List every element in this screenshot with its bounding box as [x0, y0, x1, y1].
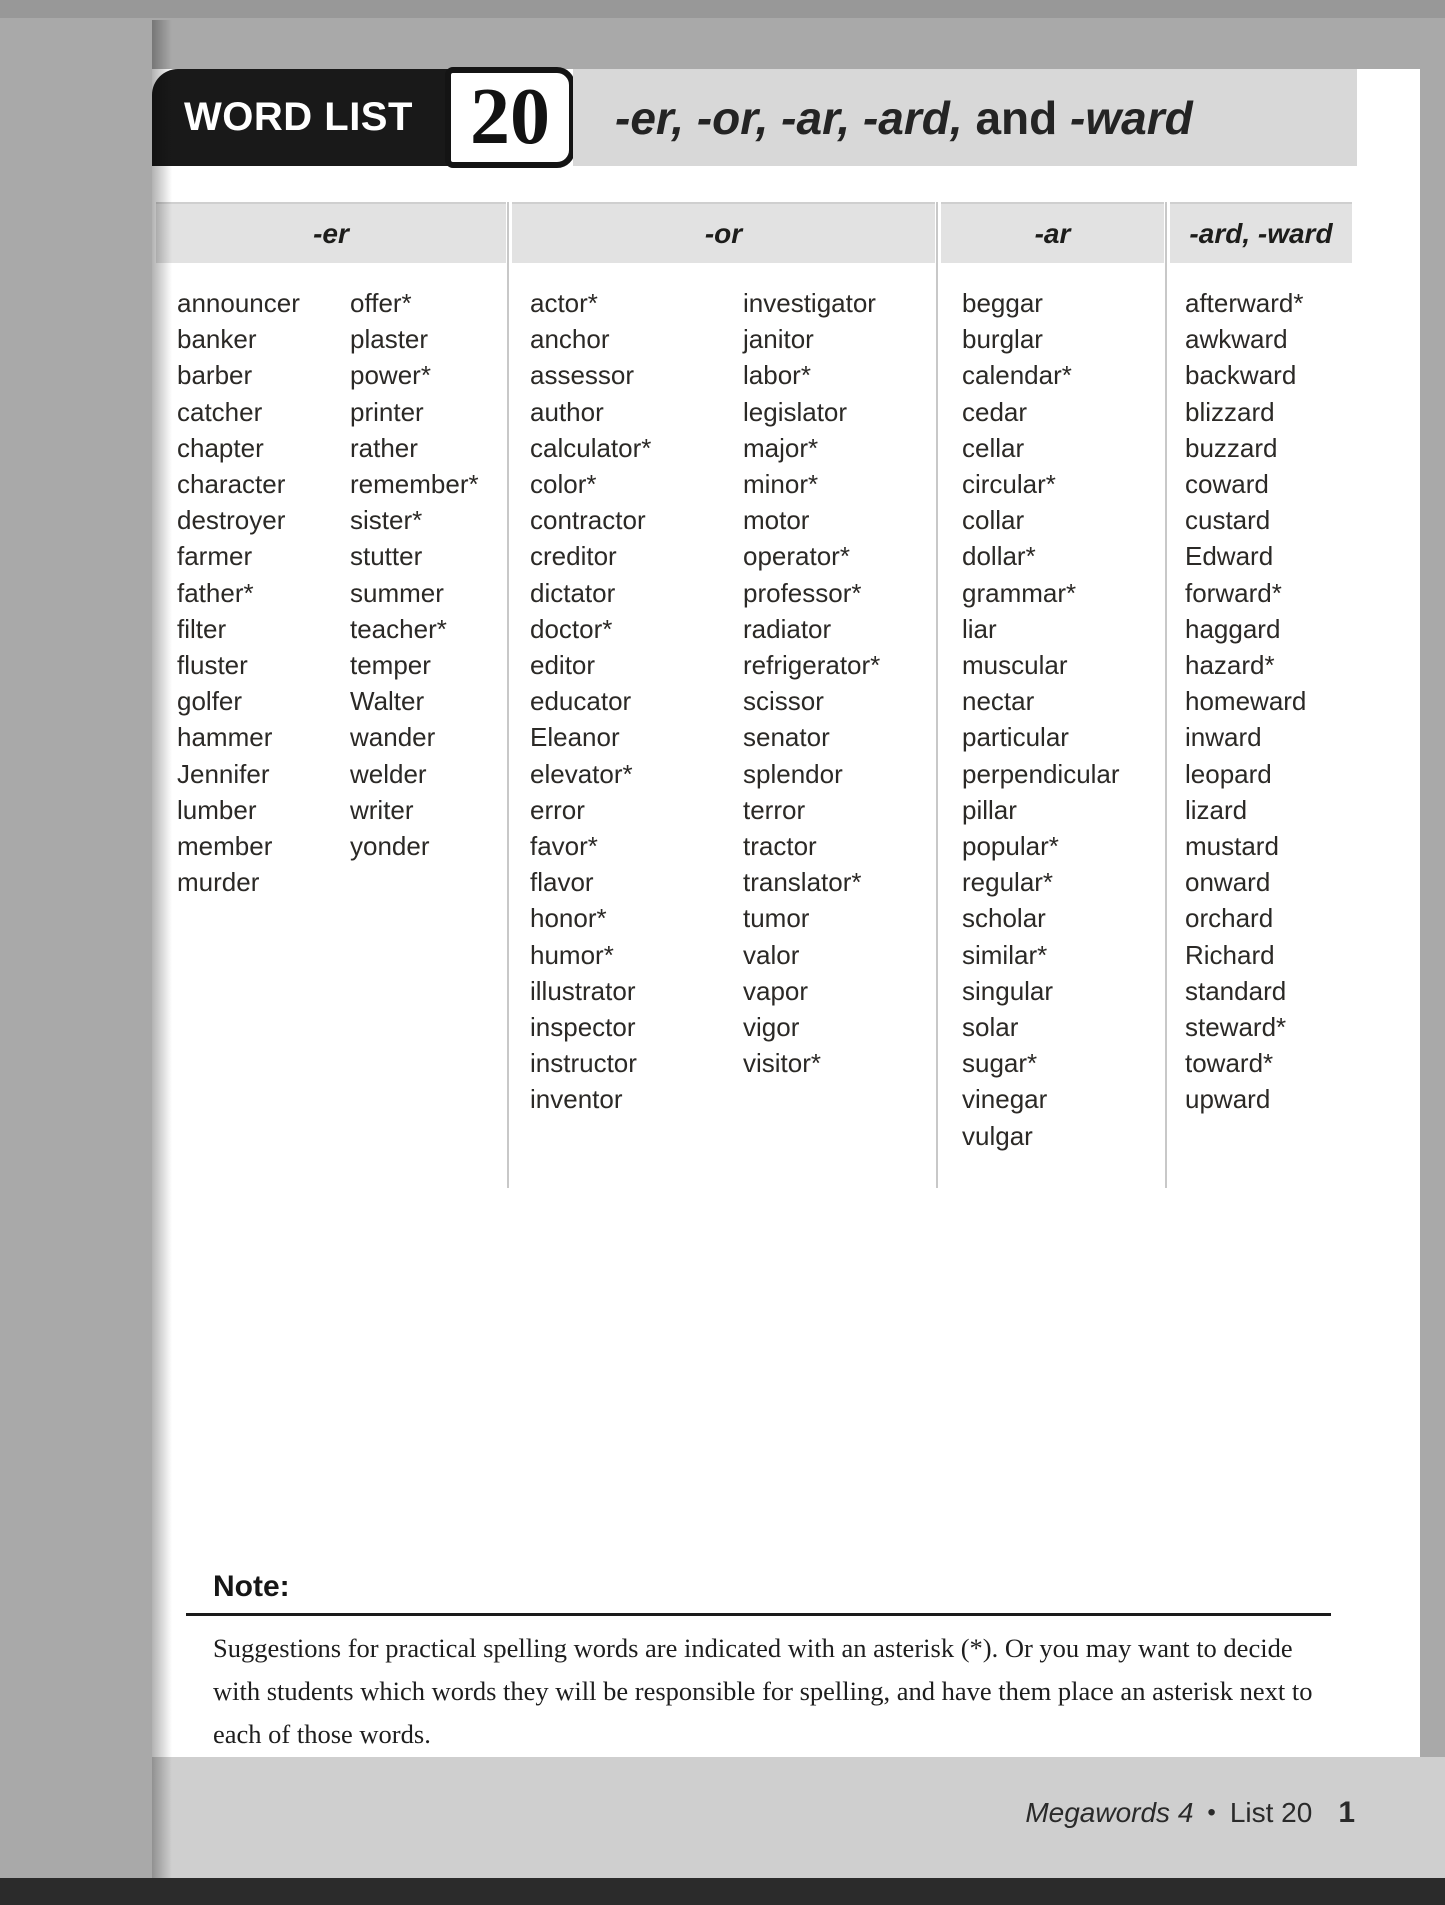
word-item: valor — [743, 939, 800, 970]
word-item: beggar — [962, 288, 1043, 318]
word-item: nectar — [962, 686, 1035, 717]
word-item: hammer — [177, 722, 273, 753]
word-item: rather — [350, 432, 418, 463]
word-item: pillar — [962, 794, 1017, 825]
word-item: farmer — [177, 541, 253, 572]
word-item: popular* — [962, 831, 1059, 862]
word-item: labor* — [743, 360, 811, 391]
word-item: Edward — [1185, 541, 1274, 572]
word-item: father* — [177, 577, 254, 608]
word-list-or-2 — [743, 285, 880, 1081]
word-item: scholar — [962, 903, 1046, 934]
word-item: actor* — [530, 288, 598, 318]
word-item: lizard — [1185, 794, 1248, 825]
word-item: honor* — [530, 903, 607, 934]
word-item: senator — [743, 722, 830, 753]
word-item: inspector — [530, 1012, 636, 1043]
word-list-ard-ward — [1185, 285, 1306, 1118]
word-item: operator* — [743, 541, 850, 572]
word-list-er-1 — [177, 285, 300, 900]
word-item: circular* — [962, 469, 1056, 500]
word-item: afterward* — [1185, 288, 1304, 318]
word-item: anchor — [530, 324, 610, 355]
scan-top-band — [0, 0, 1445, 18]
note-body: Suggestions for practical spelling words are indicated with an asterisk (*). Or you may want to decide with students which words they will be responsible for spelling, and have them place an asterisk next to each of those words. — [213, 1633, 1313, 1749]
word-item: mustard — [1185, 831, 1279, 862]
word-item: burglar — [962, 324, 1043, 355]
note-heading: Note: — [213, 1570, 290, 1603]
word-item: scissor — [743, 686, 824, 717]
word-item: collar — [962, 505, 1025, 536]
word-item: color* — [530, 469, 597, 500]
scan-bottom-band — [0, 1878, 1445, 1905]
word-item: sugar* — [962, 1048, 1038, 1079]
word-item: teacher* — [350, 613, 447, 644]
word-item: steward* — [1185, 1012, 1287, 1043]
word-item: forward* — [1185, 577, 1282, 608]
word-item: remember* — [350, 469, 479, 500]
word-item: dollar* — [962, 541, 1036, 572]
page-gutter-shadow — [152, 20, 172, 1878]
word-item: banker — [177, 324, 257, 355]
word-item: orchard — [1185, 903, 1274, 934]
word-item: regular* — [962, 867, 1054, 898]
word-item: vulgar — [962, 1120, 1033, 1151]
word-item: haggard — [1185, 613, 1281, 644]
word-item: hazard* — [1185, 650, 1275, 681]
word-item: vinegar — [962, 1084, 1048, 1115]
word-item: calculator* — [530, 432, 652, 463]
column-header-or: -or — [512, 202, 935, 263]
word-item: leopard — [1185, 758, 1272, 789]
footer-book-title: Megawords 4 — [1025, 1797, 1194, 1828]
word-item: inward — [1185, 722, 1262, 753]
word-item: toward* — [1185, 1048, 1274, 1079]
word-item: refrigerator* — [743, 650, 881, 681]
word-item: onward — [1185, 867, 1271, 898]
word-item: yonder — [350, 831, 430, 862]
title-segment: and — [962, 91, 1071, 144]
footer-page-number: 1 — [1338, 1796, 1355, 1829]
word-item: error — [530, 794, 585, 825]
word-item: welder — [350, 758, 427, 789]
word-item: humor* — [530, 939, 614, 970]
word-item: dictator — [530, 577, 616, 608]
word-item: buzzard — [1185, 432, 1278, 463]
word-item: calendar* — [962, 360, 1072, 391]
word-item: temper — [350, 650, 431, 681]
footer-list-label: List 20 — [1229, 1797, 1313, 1828]
list-number-badge — [445, 67, 575, 168]
word-item: tumor — [743, 903, 810, 934]
word-item: similar* — [962, 939, 1048, 970]
word-item: sister* — [350, 505, 423, 536]
word-list-banner — [152, 69, 450, 166]
word-item: Walter — [350, 686, 425, 717]
word-item: singular — [962, 975, 1054, 1006]
word-item: chapter — [177, 432, 264, 463]
word-item: plaster — [350, 324, 429, 355]
word-item: writer — [350, 794, 414, 825]
word-item: major* — [743, 432, 819, 463]
word-item: grammar* — [962, 577, 1077, 608]
word-item: editor — [530, 650, 596, 681]
word-item: cedar — [962, 396, 1028, 427]
word-item: power* — [350, 360, 431, 391]
word-item: solar — [962, 1012, 1019, 1043]
word-item: author — [530, 396, 604, 427]
word-item: lumber — [177, 794, 257, 825]
word-item: stutter — [350, 541, 423, 572]
list-number: 20 — [470, 73, 550, 161]
word-item: member — [177, 831, 273, 862]
word-item: muscular — [962, 650, 1068, 681]
word-item: professor* — [743, 577, 862, 608]
word-item: liar — [962, 613, 997, 644]
word-item: terror — [743, 794, 806, 825]
word-item: Eleanor — [530, 722, 620, 753]
note-rule — [186, 1613, 1331, 1616]
word-item: contractor — [530, 505, 646, 536]
word-item: awkward — [1185, 324, 1288, 355]
word-item: golfer — [177, 686, 243, 717]
word-item: minor* — [743, 469, 819, 500]
word-item: doctor* — [530, 613, 613, 644]
word-item: illustrator — [530, 975, 636, 1006]
word-item: janitor — [743, 324, 814, 355]
word-list-er-2 — [350, 285, 479, 864]
word-item: catcher — [177, 396, 263, 427]
page-footer — [152, 1796, 1355, 1830]
column-divider — [507, 202, 509, 1188]
column-header-ard-ward: -ard, -ward — [1170, 202, 1352, 263]
word-item: visitor* — [743, 1048, 822, 1079]
word-item: cellar — [962, 432, 1025, 463]
word-item: tractor — [743, 831, 817, 862]
title-segment: -er, -or, -ar, -ard, — [615, 91, 963, 144]
word-item: educator — [530, 686, 632, 717]
word-item: splendor — [743, 758, 843, 789]
word-item: character — [177, 469, 286, 500]
word-item: flavor — [530, 867, 594, 898]
title-segment: -ward — [1070, 91, 1193, 144]
word-item: filter — [177, 613, 227, 644]
word-item: favor* — [530, 831, 598, 862]
word-item: translator* — [743, 867, 862, 898]
word-item: vigor — [743, 1012, 800, 1043]
word-item: backward — [1185, 360, 1297, 391]
column-divider — [1165, 202, 1167, 1188]
word-item: legislator — [743, 396, 848, 427]
word-item: inventor — [530, 1084, 623, 1115]
word-item: destroyer — [177, 505, 286, 536]
column-header-er: -er — [156, 202, 506, 263]
page-title — [573, 69, 1357, 166]
word-list-or-1 — [530, 285, 651, 1118]
word-item: perpendicular — [962, 758, 1120, 789]
word-item: homeward — [1185, 686, 1307, 717]
word-item: fluster — [177, 650, 248, 681]
word-item: announcer — [177, 288, 300, 318]
word-item: motor — [743, 505, 810, 536]
word-item: offer* — [350, 288, 412, 318]
word-item: creditor — [530, 541, 617, 572]
word-item: coward — [1185, 469, 1269, 500]
word-item: instructor — [530, 1048, 637, 1079]
column-divider — [936, 202, 938, 1188]
word-item: custard — [1185, 505, 1271, 536]
word-item: summer — [350, 577, 444, 608]
word-item: printer — [350, 396, 424, 427]
word-list-ar — [962, 285, 1120, 1154]
word-item: vapor — [743, 975, 809, 1006]
word-item: standard — [1185, 975, 1287, 1006]
word-item: murder — [177, 867, 260, 898]
column-header-ar: -ar — [941, 202, 1164, 263]
word-item: barber — [177, 360, 253, 391]
word-item: Jennifer — [177, 758, 270, 789]
footer-separator-dot: • — [1207, 1799, 1216, 1826]
word-item: investigator — [743, 288, 876, 318]
word-list-label: WORD LIST — [184, 95, 413, 139]
word-item: Richard — [1185, 939, 1275, 970]
word-item: wander — [350, 722, 436, 753]
word-item: radiator — [743, 613, 832, 644]
word-item: assessor — [530, 360, 635, 391]
word-item: blizzard — [1185, 396, 1275, 427]
word-item: elevator* — [530, 758, 633, 789]
word-item: upward — [1185, 1084, 1271, 1115]
word-item: particular — [962, 722, 1069, 753]
